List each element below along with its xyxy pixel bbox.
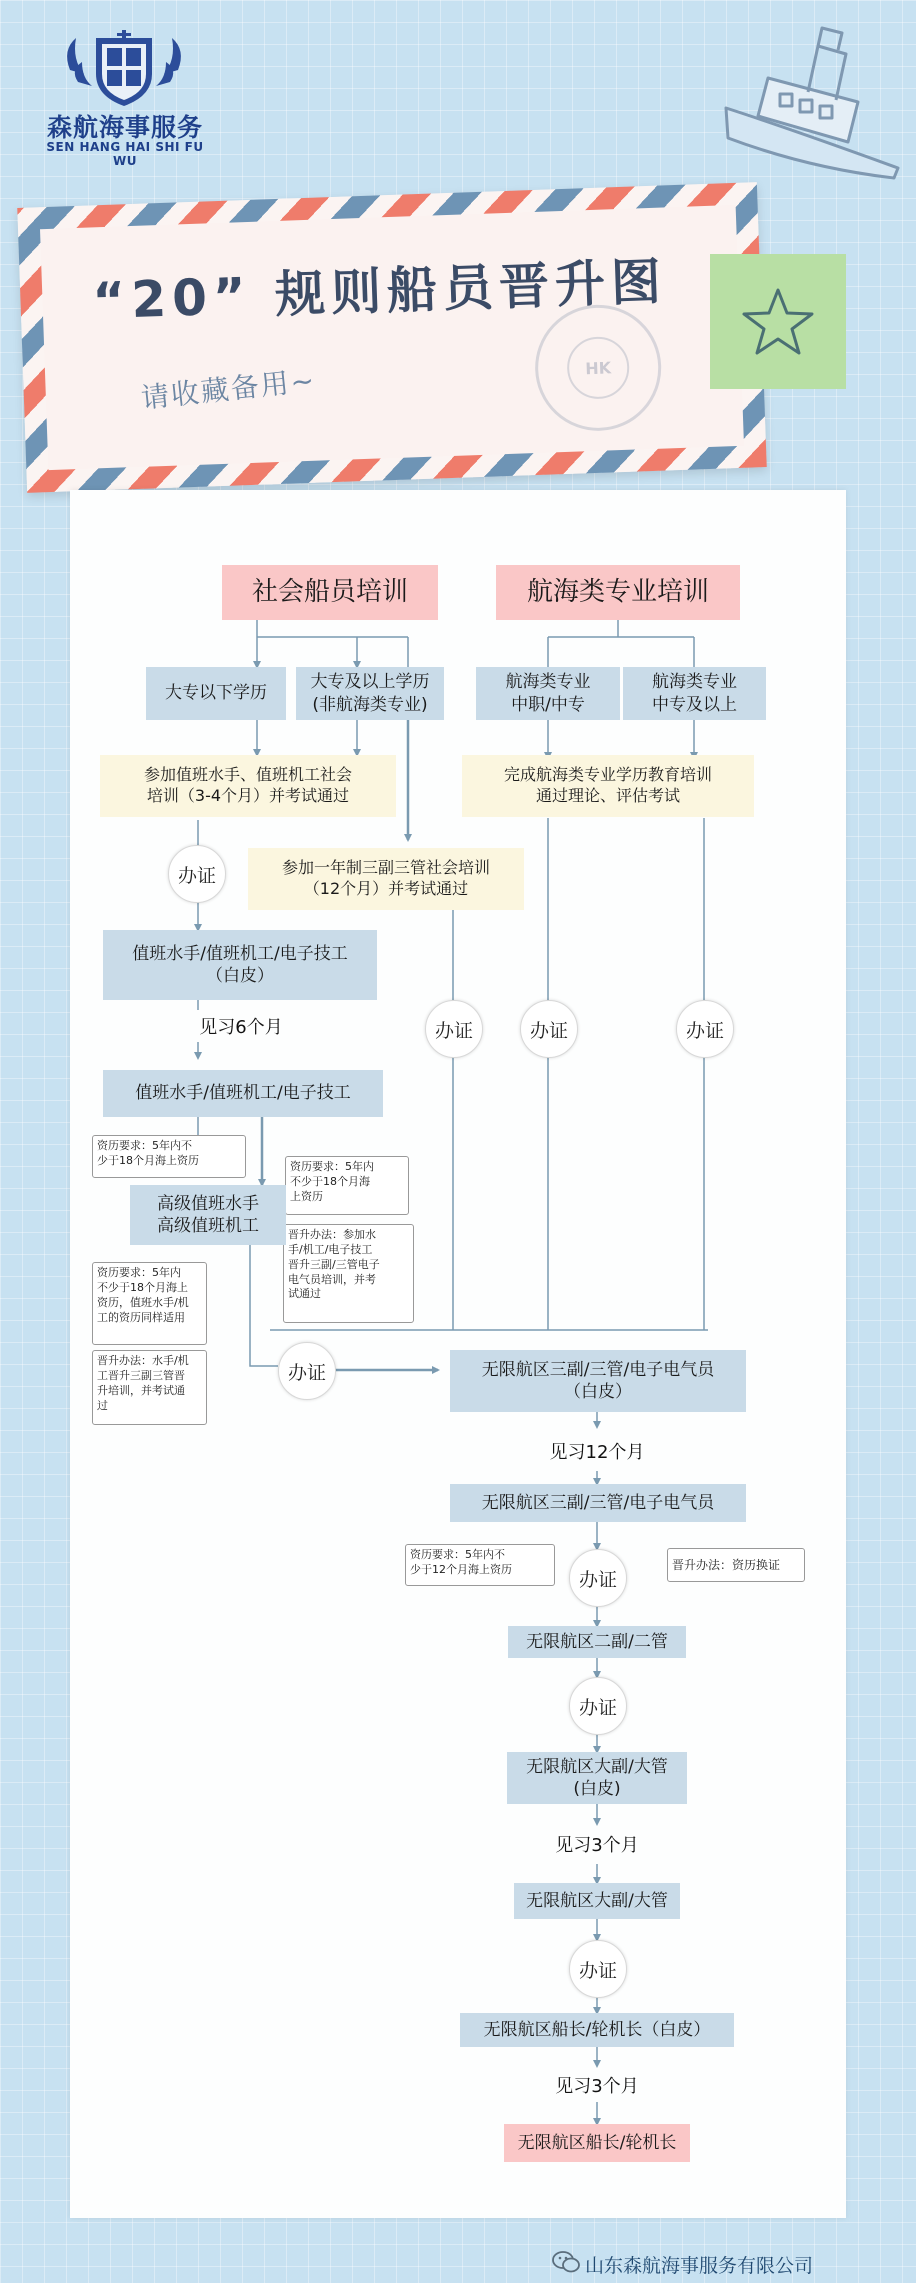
postmark-label: HK — [566, 336, 630, 400]
note-qualification-2: 资历要求：5年内 不少于18个月海 上资历 — [285, 1156, 409, 1215]
intern-6-label: 见习6个月 — [199, 1017, 283, 1038]
chief-officer-box: 无限航区大副/大管 — [514, 1883, 680, 1919]
intern-3a-label: 见习3个月 — [555, 1835, 639, 1856]
footer-account: 山东森航海事服务有限公司 — [585, 2255, 814, 2277]
third-officer-box: 无限航区三副/三管/电子电气员 — [450, 1484, 746, 1522]
below-college-box: 大专以下学历 — [146, 667, 286, 720]
cert-circle-4: 办证 — [520, 1000, 578, 1058]
note-qualification-3: 资历要求：5年内 不少于18个月海上 资历，值班水手/机 工的资历同样适用 — [92, 1262, 207, 1345]
intern-12-label: 见习12个月 — [549, 1442, 645, 1463]
watch-box: 值班水手/值班机工/电子技工 — [103, 1070, 383, 1117]
senior-watch-box: 高级值班水手 高级值班机工 — [130, 1185, 286, 1245]
social-training-box: 社会船员培训 — [222, 565, 438, 620]
wechat-icon — [551, 2249, 581, 2275]
captain-white-box: 无限航区船长/轮机长（白皮） — [460, 2013, 734, 2047]
note-qualification-1: 资历要求：5年内不 少于18个月海上资历 — [92, 1135, 246, 1178]
brand-name-en: SEN HANG HAI SHI FU WU — [46, 140, 204, 168]
watch-white-box: 值班水手/值班机工/电子技工 （白皮） — [103, 930, 377, 1000]
note-qualification-4: 资历要求：5年内不 少于12个月海上资历 — [405, 1544, 555, 1586]
captain-box: 无限航区船长/轮机长 — [504, 2124, 690, 2162]
page-subtitle: 请收藏备用~ — [139, 363, 318, 415]
cert-circle-7: 办证 — [569, 1677, 627, 1735]
cert-circle-6: 办证 — [569, 1549, 627, 1607]
voc-college-box: 航海类专业 中专及以上 — [623, 667, 766, 720]
chief-officer-white-box: 无限航区大副/大管 (白皮) — [507, 1752, 687, 1804]
cert-circle-1: 办证 — [168, 845, 226, 903]
note-promotion-1: 晋升办法：参加水 手/机工/电子技工 晋升三副/三管电子 电气员培训，并考 试通过 — [283, 1224, 414, 1323]
one-year-training-box: 参加一年制三副三管社会培训 （12个月）并考试通过 — [248, 848, 524, 910]
brand-name-cn: 森航海事服务 — [46, 113, 203, 142]
intern-3b-label: 见习3个月 — [555, 2076, 639, 2097]
cert-circle-2: 办证 — [278, 1342, 336, 1400]
voc-secondary-box: 航海类专业 中职/中专 — [476, 667, 620, 720]
maritime-edu-box: 完成航海类专业学历教育培训 通过理论、评估考试 — [462, 755, 754, 817]
third-officer-white-box: 无限航区三副/三管/电子电气员 （白皮） — [450, 1350, 746, 1412]
second-officer-box: 无限航区二副/二管 — [508, 1626, 686, 1658]
note-promotion-3: 晋升办法：资历换证 — [667, 1548, 805, 1582]
maritime-training-box: 航海类专业培训 — [496, 565, 740, 620]
watch-training-box: 参加值班水手、值班机工社会 培训（3-4个月）并考试通过 — [100, 755, 396, 817]
college-above-box: 大专及以上学历 (非航海类专业) — [296, 667, 444, 720]
cert-circle-5: 办证 — [676, 1000, 734, 1058]
cert-circle-8: 办证 — [569, 1940, 627, 1998]
note-promotion-2: 晋升办法：水手/机 工晋升三副三管晋 升培训，并考试通 过 — [92, 1350, 207, 1425]
page-title: “20” 规则船员晋升图 — [91, 252, 668, 331]
cert-circle-3: 办证 — [425, 1000, 483, 1058]
